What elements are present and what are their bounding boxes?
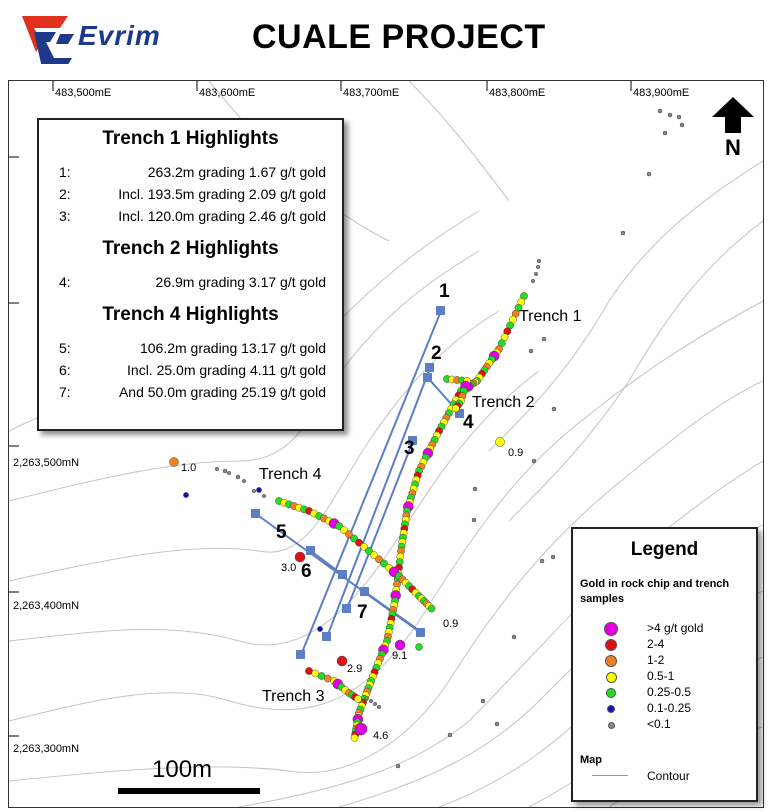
highlight-number: 3: <box>59 208 71 224</box>
northing-label: 2,263,500mN <box>13 457 80 469</box>
intercept-marker <box>426 364 433 371</box>
sample-dot <box>396 764 400 768</box>
sample-dot <box>337 656 347 666</box>
north-arrow-icon <box>710 95 756 159</box>
highlight-text: And 50.0m grading 25.19 g/t gold <box>118 384 326 400</box>
highlights-panel <box>37 118 344 431</box>
legend-item-label: 2-4 <box>647 637 665 651</box>
trench-3-label: Trench 3 <box>262 688 325 705</box>
sample-dot <box>373 702 377 706</box>
highlight-section-title: Trench 2 Highlights <box>102 238 279 259</box>
intercept-marker <box>343 605 350 612</box>
legend-item-label: 1-2 <box>647 653 665 667</box>
sample-dot <box>551 555 555 559</box>
sample-dot <box>680 123 684 127</box>
sample-dot <box>365 696 369 700</box>
highlight-section-title: Trench 4 Highlights <box>102 304 279 325</box>
highlight-text: 106.2m grading 13.17 g/t gold <box>139 340 326 356</box>
sample-dot <box>496 438 505 447</box>
legend-swatch <box>606 688 616 698</box>
legend-item-label: 0.25-0.5 <box>647 685 692 699</box>
trench-2-label: Trench 2 <box>472 394 535 411</box>
sample-dot <box>647 172 651 176</box>
sample-dot <box>227 471 231 475</box>
sample-value-label: 0.9 <box>443 618 459 630</box>
highlight-text: 26.9m grading 3.17 g/t gold <box>155 274 326 290</box>
highlight-number: 7: <box>59 384 71 400</box>
sample-dot <box>377 705 381 709</box>
sample-dot <box>355 723 367 735</box>
sample-dot <box>262 494 266 498</box>
sample-dot <box>532 459 536 463</box>
intercept-marker <box>252 510 259 517</box>
header <box>0 0 768 78</box>
intercept-marker <box>361 588 368 595</box>
highlight-text: Incl. 120.0m grading 2.46 g/t gold <box>118 208 326 224</box>
sample-dot <box>534 272 538 276</box>
sample-dot <box>531 279 535 283</box>
contour-swatch <box>592 775 628 776</box>
intercept-number-4: 4 <box>463 412 474 433</box>
sample-dot <box>663 131 667 135</box>
legend-map-heading: Map <box>580 754 602 766</box>
legend-item-label: <0.1 <box>647 717 671 731</box>
sample-dot <box>252 489 256 493</box>
legend-subtitle: Gold in rock chip and trench samples <box>580 578 730 605</box>
sample-dot <box>529 349 533 353</box>
intercept-marker <box>323 633 330 640</box>
sample-dot <box>242 479 246 483</box>
sample-dot <box>472 518 476 522</box>
highlight-text: 263.2m grading 1.67 g/t gold <box>147 164 326 180</box>
sample-dot <box>215 467 219 471</box>
trench-1-label: Trench 1 <box>519 308 582 325</box>
sample-dot <box>416 644 423 651</box>
sample-value-label: 4.6 <box>373 730 389 742</box>
sample-dot <box>658 109 662 113</box>
highlight-number: 5: <box>59 340 71 356</box>
intercept-number-5: 5 <box>276 522 287 543</box>
page-title: CUALE PROJECT <box>252 18 546 56</box>
sample-dot <box>677 115 681 119</box>
sample-dot <box>621 231 625 235</box>
intercept-marker <box>437 307 444 314</box>
highlight-text: Incl. 193.5m grading 2.09 g/t gold <box>118 186 326 202</box>
easting-label: 483,800mE <box>489 87 546 99</box>
sample-dot <box>428 605 435 612</box>
sample-dot <box>536 265 540 269</box>
intercept-number-3: 3 <box>404 438 415 459</box>
sample-dot <box>552 407 556 411</box>
sample-dot <box>448 733 452 737</box>
sample-dot <box>668 113 672 117</box>
legend-swatch <box>605 655 617 667</box>
sample-dot <box>542 337 546 341</box>
sample-dot <box>317 626 322 631</box>
sample-dot <box>473 487 477 491</box>
highlight-section-title: Trench 1 Highlights <box>102 128 279 149</box>
legend-swatch <box>604 622 618 636</box>
intercept-marker <box>307 547 314 554</box>
sample-dot <box>369 699 373 703</box>
sample-dot <box>481 699 485 703</box>
easting-label: 483,500mE <box>55 87 112 99</box>
legend-swatch <box>605 639 617 651</box>
intercept-marker <box>424 374 431 381</box>
intercept-marker <box>417 629 424 636</box>
intercept-number-2: 2 <box>431 343 442 364</box>
scale-label: 100m <box>152 756 213 783</box>
sample-dot <box>256 487 261 492</box>
intercept-number-6: 6 <box>301 561 312 582</box>
sample-dot <box>170 458 179 467</box>
sample-dot <box>540 559 544 563</box>
legend-swatch <box>608 722 615 729</box>
highlight-number: 4: <box>59 274 71 290</box>
sample-value-label: 1.0 <box>181 462 197 474</box>
scale-bar <box>118 788 260 794</box>
sample-dot <box>351 734 358 741</box>
highlight-number: 1: <box>59 164 71 180</box>
sample-dot <box>452 405 459 412</box>
northing-label: 2,263,300mN <box>13 743 80 755</box>
easting-label: 483,600mE <box>199 87 256 99</box>
legend-contour-label: Contour <box>647 769 690 783</box>
sample-value-label: 3.0 <box>281 562 297 574</box>
intercept-number-1: 1 <box>439 281 450 302</box>
highlight-text: Incl. 25.0m grading 4.11 g/t gold <box>127 362 326 378</box>
sample-dot <box>354 695 361 702</box>
easting-label: 483,900mE <box>633 87 690 99</box>
sample-dot <box>223 469 227 473</box>
intercept-number-7: 7 <box>357 602 368 623</box>
sample-value-label: 0.9 <box>508 447 524 459</box>
legend-item-label: >4 g/t gold <box>647 621 704 635</box>
sample-dot <box>512 635 516 639</box>
highlight-number: 6: <box>59 362 71 378</box>
legend-swatch <box>607 705 615 713</box>
north-label: N <box>725 135 741 159</box>
legend-swatch <box>606 672 617 683</box>
legend-item-label: 0.5-1 <box>647 669 675 683</box>
company-name: Evrim <box>78 20 161 51</box>
sample-dot <box>537 259 541 263</box>
sample-dot <box>236 475 240 479</box>
trench-4-label: Trench 4 <box>259 466 322 483</box>
sample-dot <box>495 722 499 726</box>
intercept-marker <box>339 571 346 578</box>
northing-label: 2,263,400mN <box>13 600 80 612</box>
sample-dot <box>183 492 188 497</box>
highlight-number: 2: <box>59 186 71 202</box>
legend-title: Legend <box>630 539 699 560</box>
legend-panel <box>571 527 758 802</box>
sample-dot <box>395 640 405 650</box>
sample-value-label: 2.9 <box>347 663 363 675</box>
easting-label: 483,700mE <box>343 87 400 99</box>
legend-item-label: 0.1-0.25 <box>647 701 692 715</box>
sample-value-label: 9.1 <box>392 650 408 662</box>
intercept-marker <box>297 651 304 658</box>
